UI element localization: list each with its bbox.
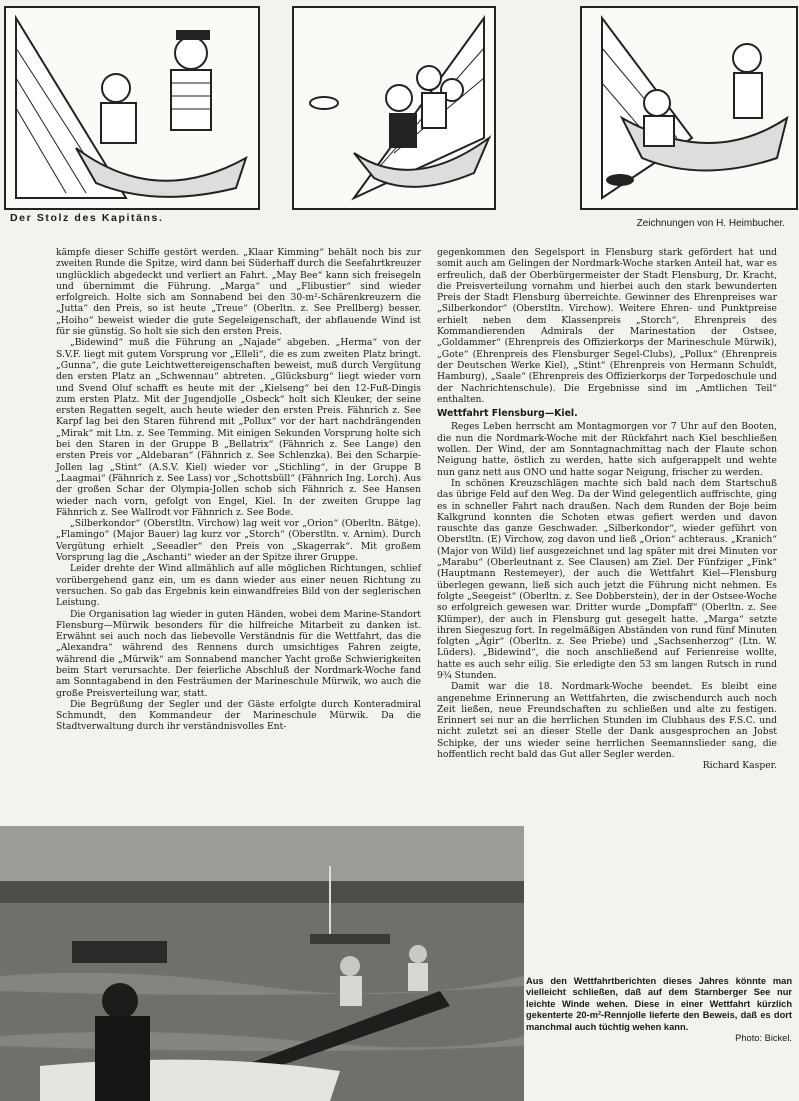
sailboat-illustration [582,8,796,208]
photo-credit: Photo: Bickel. [735,1033,792,1044]
article-paragraph: Reges Leben herrscht am Montagmorgen vor 7 Uhr auf den Booten, die nun die Nordmark-Woche mit der Rückfahrt nach Kiel beschließen wollen. Der Wind, der am Sonntagnachmittag nach der Flaute schon Neigung hatte, östlich zu werden, hatte sich aufgerappelt und wehte nun ganz nett aus ONO und hatte sogar Neigung, frischer zu werden. [437,421,777,478]
section-heading: Wettfahrt Flensburg—Kiel. [437,408,578,420]
article-paragraph: „Silberkondor“ (Oberstltn. Virchow) lag weit vor „Orion“ (Oberltn. Bätge). „Flamingo“ (Major Bauer) lag kurz vor „Storch“ (Oberstltn. v. Arnim). Durch Vergütung erhielt „Seeadler“ den Preis von „Skagerrak“. Mit großem Vorsprung lag die „Aschanti“ wieder an der Spitze ihrer Gruppe. [56,518,421,564]
lake-scene-image [0,826,524,1101]
cartoon-panel-1 [4,6,260,210]
capsized-dinghy-photo [0,826,524,1101]
article-paragraph: gegenkommen den Segelsport in Flensburg stark gefördert hat und somit auch am Gelingen der Nordmark-Woche starken Anteil hat, war es erfreulich, daß der Oberbürgermeister der Stadt Flensburg, Dr. Kracht, die Preisverteilung vornahm und hierbei auch den stark bewunderten Preis der Stadt Flensburg überreichte. Gewinner des Ehrenpreises war „Silberkondor“ (Oberstltn. Virchow). Weitere Ehren- und Punktpreise erhielt neben dem Klassenpreis „Storch“, Ehrenpreis des Kommandierenden Admirals der Marinestation der Ostsee, „Goldammer“ (Ehrenpreis des Offizierkorps der Marineschule Mürwik), „Gote“ (Ehrenpreis des Flensburger Segel-Clubs), „Pollux“ (Ehrenpreis der Deutschen Werke Kiel), „Stint“ (Ehrenpreis von Hermann Schuldt, Hamburg), „Saale“ (Ehrenpreis des Offizierkorps der Torpedoschule und der Nachrichtenschule). Die Ergebnisse sind im „Amtlichen Teil“ enthalten. [437,247,777,405]
article-column-right [437,247,777,772]
sailboat-illustration [294,8,494,208]
cartoon-credit: Zeichnungen von H. Heimbucher. [636,218,785,229]
article-paragraph: In schönen Kreuzschlägen machte sich bald nach dem Startschuß das übrige Feld auf den Weg. Da der Wind gelegentlich auffrischte, ging es in schneller Fahrt nach draußen. Nach dem Runden der Boje beim Kalkgrund konnten die Schoten etwas gefiert werden und davon rauschte das ganze Geschwader. „Silberkondor“, wieder geführt von Oberstltn. (E) Virchow, zog davon und ließ „Orion“ achteraus. „Kranich“ (Major von Wild) lief ausgezeichnet und lag später mit drei Minuten vor „Marabu“ (Oberleutnant z. See Clausen) am Ziel. Der Fünfziger „Fink“ (Hauptmann Restemeyer), der auch die Wettfahrt Kiel—Flensburg überlegen gewann, ließ sich auch jetzt die Führung nicht nehmen. Es folgte „Seegeist“ (Oberltn. z. See Dobberstein), der in der Ostsee-Woche so erfolgreich gewesen war. Dritter wurde „Dompfaff“ (Oberltn. z. See Klümper), der auch in Flensburg gut gesegelt hatte. „Marga“ setzte ihren Siegeszug fort. In regelmäßigen Abständen von rund fünf Minuten folgten „Ägir“ (Oberltn. z. See Priebe) und „Sachsenherzog“ (Ltn. W. Lüders). „Bidewind“, die noch anschließend auf Ferienreise wollte, hatte es auch sehr eilig. Sie erledigte den 53 sm langen Rutsch in rund 9¾ Stunden. [437,477,777,681]
article-paragraph: kämpfe dieser Schiffe gestört werden. „Klaar Kimming“ behält noch bis zur zweiten Runde die Spitze, wird dann bei Süderhaff durch die Seefahrtkreuzer unglücklich abgedeckt und verliert an Fahrt. „May Bee“ kann sich freisegeln und übernimmt die Führung. „Marga“ und „Flibustier“ sind wieder erfolgreich. Holte sich am Sonnabend bei den 30-m²-Schärenkreuzern die „Jutta“ den Preis, so ist heute „Treue“ (Oberltn. z. See Prellberg) besser. „Hoiho“ beweist wieder die gute Segeleigenschaft, der abflauende Wind ist für sie günstig. So holt sie sich den ersten Preis. [56,247,421,338]
photo-caption-text: Aus den Wettfahrtberichten dieses Jahres könnte man vielleicht schließen, daß auf dem Starnberger See nur leichte Winde wehen. Diese in einer Wettfahrt kürzlich gekenterte 20-m²-Rennjolle lieferte den Beweis, daß es dort manchmal auch tüchtig wehen kann. [526,976,792,1032]
cartoon-strip [0,0,799,212]
sailboat-illustration [6,8,258,208]
article-author: Richard Kasper. [702,760,777,772]
article-paragraph: „Bidewind“ muß die Führung an „Najade“ abgeben. „Herma“ von der S.V.F. liegt mit gutem Vorsprung vor „Elleli“, die es zum zweiten Platz bringt. „Gunna“, die gute Leichtwettereigenschaften beweist, muß durch Vergütung den ersten Platz an „Schwennau“ abtreten. „Glücksburg“ liegt wieder vorn und Svend Oluf schafft es heute mit der „Kielseng“ bei den 12-Fuß-Dingis zum ersten Platz. Mit der Jugendjolle „Osbeck“ holt sich Kleuker, der seine ersten Regatten segelt, auch heute wieder den ersten Preis. Fähnrich z. See Karpf lag bei den Staren führend mit „Pollux“ vor der hart nachdrängenden „Mirak“ mit Ltn. z. See Temming. Mit einigen Sekunden Vorsprung holte sich bei den Staren in der Gruppe B „Bellatrix“ (Fähnrich z. See Lange) den ersten Preis vor „Aldebaran“ (Fähnrich z. See Schlenzka). Bei den Scharpie-Jollen lag „Stint“ (A.S.V. Kiel) wieder vor „Stichling“, in der Gruppe B „Laagmai“ (Fähnrich z. See Lass) vor „Schottsbüll“ (Fähnrich Ing. Lorch). Aus der großen Schar der Olympia-Jollen schob sich Fähnrich z. See Hansen wieder nach vorn, gefolgt von Engel, Kiel. In der zweiten Gruppe lag Fähnrich z. See Wallrodt vor Fähnrich z. See Bode. [56,337,421,518]
article-paragraph: Die Begrüßung der Segler und der Gäste erfolgte durch Konteradmiral Schmundt, den Kommandeur der Marineschule Mürwik. Da die Stadtverwaltung durch ihr verständnisvolles Ent- [56,698,421,733]
article-paragraph: Die Organisation lag wieder in guten Händen, wobei dem Marine-Standort Flensburg—Mürwik besonders für die hilfreiche Mitarbeit zu danken ist. Erwähnt sei auch noch das liebevolle Verständnis für die Wettfahrt, das die „Alexandra“ während des Rennens durch umsichtiges Fahren zeigte, während die „Mürwik“ am Sonnabend mancher Yacht große Schwierigkeiten beim Start verursachte. Der feierliche Abschluß der Nordmark-Woche fand am Sonntagabend in den Festräumen der Marineschule Mürwik, wo auch die große Preisverteilung war, statt. [56,608,421,699]
photo-caption [526,976,792,1044]
article-column-left [56,247,421,733]
article-paragraph: Damit war die 18. Nordmark-Woche beendet. Es bleibt eine angenehme Erinnerung an Wettfahrten, die zwischendurch auch noch Zeit ließen, neue Freundschaften zu schließen und alte zu festigen. Erinnert sei nur an die herrlichen Stunden im Clubhaus des F.S.C. und nicht zuletzt sei an dieser Stelle der Dank ausgesprochen an Jobst Schipke, der uns wieder seine herrlichen Seemannslieder sang, die hoffentlich recht bald das Gut aller Segler werden. [437,681,777,761]
article-paragraph: Leider drehte der Wind allmählich auf alle möglichen Richtungen, schlief vorübergehend ganz ein, um es dann wieder aus einer neuen Richtung zu versuchen. So gab das Ergebnis kein einwandfreies Bild von der seglerischen Leistung. [56,563,421,609]
cartoon-panel-3 [580,6,798,210]
cartoon-caption: Der Stolz des Kapitäns. [10,212,164,224]
cartoon-panel-2 [292,6,496,210]
